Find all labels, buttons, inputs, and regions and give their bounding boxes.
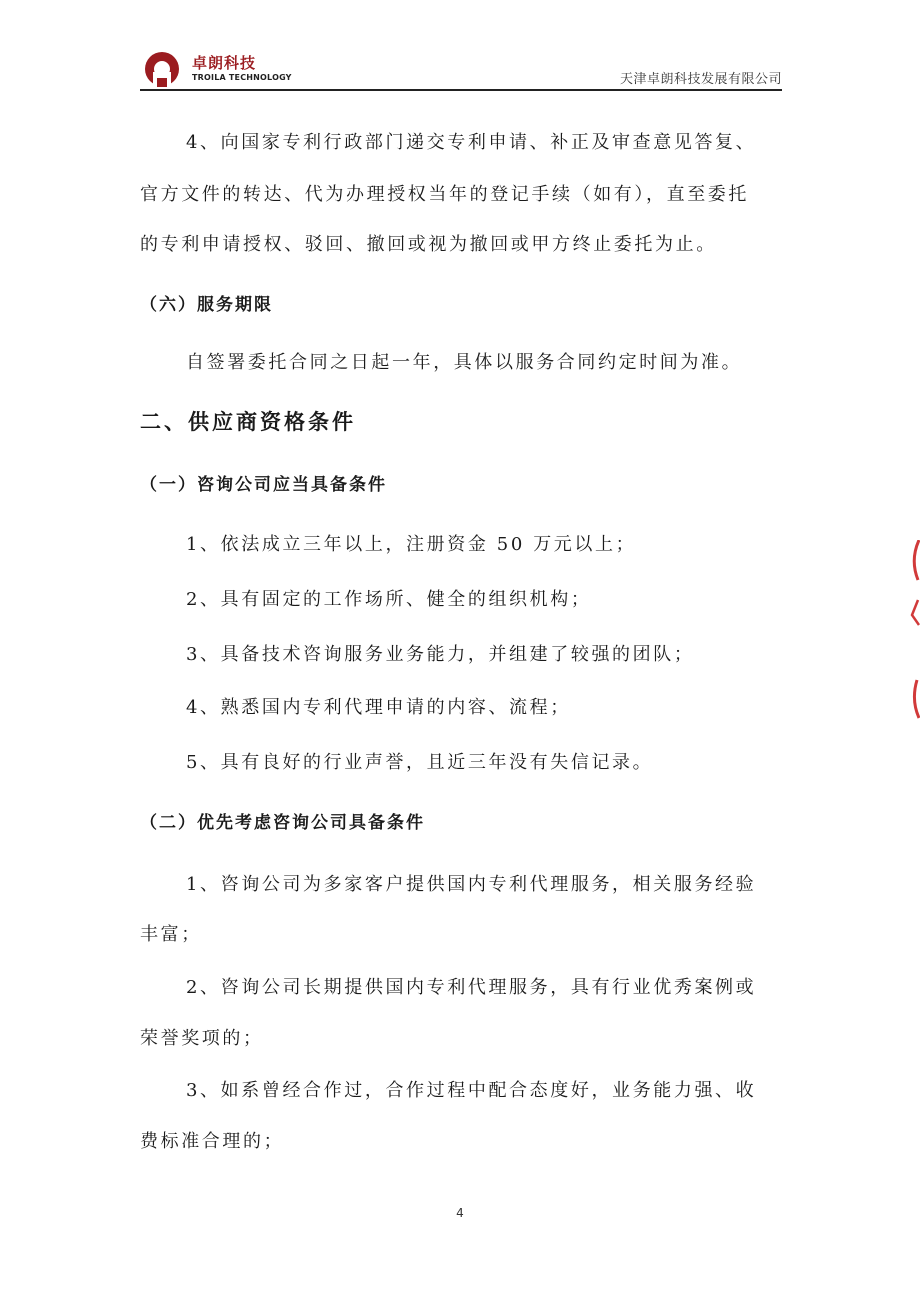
part2-title: 二、供应商资格条件 [140,409,356,434]
item4-line1: 4、向国家专利行政部门递交专利申请、补正及审查意见答复、 [186,132,757,153]
seal-edge-stamp [908,540,920,720]
page-header [140,40,782,90]
sub2-item1-line2: 丰富； [140,924,202,945]
page-number: 4 [456,1206,464,1220]
sub2-title: （二）优先考虑咨询公司具备条件 [140,813,425,833]
sub2-item1-line1: 1、咨询公司为多家客户提供国内专利代理服务，相关服务经验 [186,874,757,895]
item4-line2: 官方文件的转达、代为办理授权当年的登记手续（如有），直至委托 [140,184,749,205]
sub1-item-2: 2、具有固定的工作场所、健全的组织机构； [186,589,592,610]
sub2-item2-line1: 2、咨询公司长期提供国内专利代理服务，具有行业优秀案例或 [186,977,757,998]
sub1-item-1: 1、依法成立三年以上，注册资金 50 万元以上； [186,534,637,555]
section6-title: （六）服务期限 [140,295,273,315]
sub2-item3-line1: 3、如系曾经合作过，合作过程中配合态度好，业务能力强、收 [186,1080,757,1101]
sub1-title: （一）咨询公司应当具备条件 [140,475,387,495]
section6-text: 自签署委托合同之日起一年，具体以服务合同约定时间为准。 [186,352,743,373]
sub1-item-3: 3、具备技术咨询服务业务能力，并组建了较强的团队； [186,644,695,665]
sub2-item3-line2: 费标准合理的； [140,1131,285,1152]
company-logo-icon [140,48,188,88]
sub2-item2-line2: 荣誉奖项的； [140,1028,264,1049]
sub1-item-4: 4、熟悉国内专利代理申请的内容、流程； [186,697,571,718]
brand-name-en: TROILA TECHNOLOGY [192,73,292,82]
brand-name-cn: 卓朗科技 [192,54,257,72]
item4-line3: 的专利申请授权、驳回、撤回或视为撤回或甲方终止委托为止。 [140,234,717,255]
sub1-item-5: 5、具有良好的行业声誉，且近三年没有失信记录。 [186,752,654,773]
header-divider [140,89,782,91]
company-name: 天津卓朗科技发展有限公司 [619,72,782,87]
